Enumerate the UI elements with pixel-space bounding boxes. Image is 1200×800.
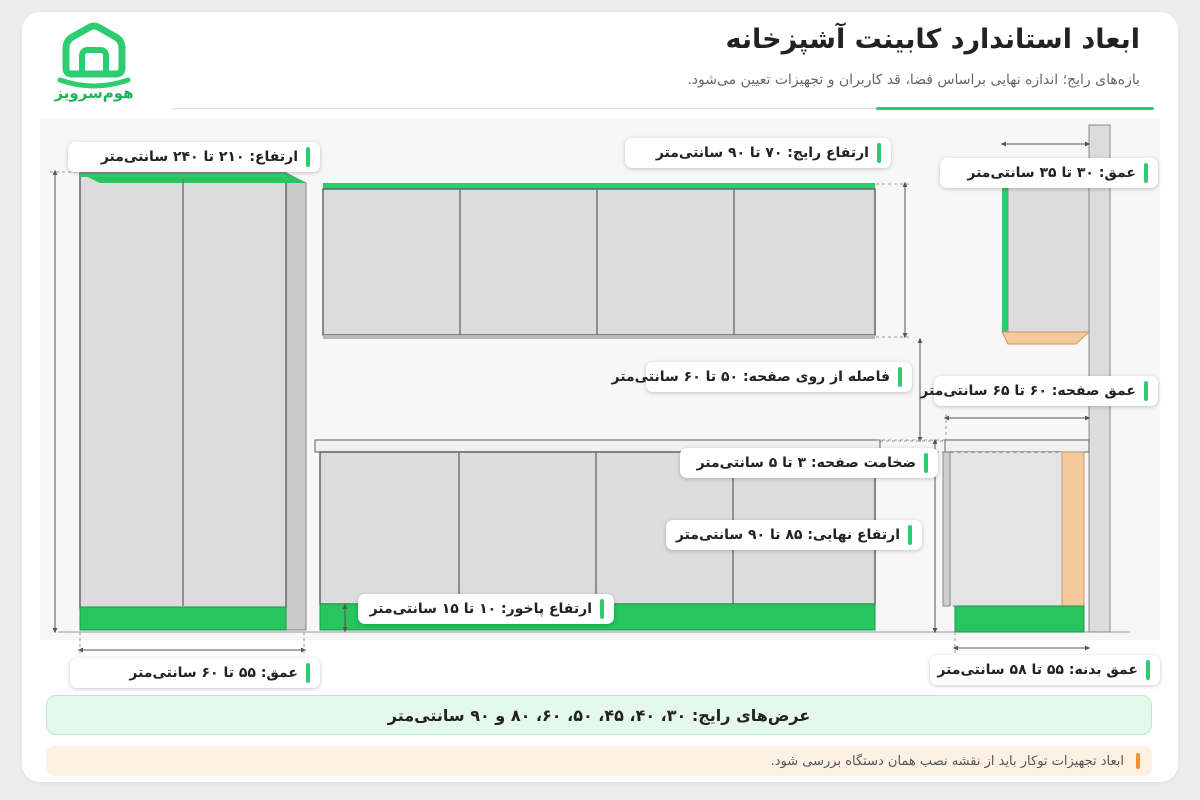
side-base-body xyxy=(950,452,1062,606)
body-depth-label: عمق بدنه: ۵۵ تا ۵۸ سانتی‌متر xyxy=(930,655,1160,685)
upper-cabinets-body xyxy=(323,189,875,335)
label-accent-bar xyxy=(898,367,902,387)
label-accent-bar xyxy=(1144,163,1148,183)
side-plinth xyxy=(955,606,1084,632)
side-base-door xyxy=(943,452,950,606)
label-accent-bar xyxy=(1146,660,1150,680)
tall-depth-label: عمق: ۵۵ تا ۶۰ سانتی‌متر xyxy=(70,658,320,688)
page-subtitle: بازه‌های رایج؛ اندازه نهایی براساس فضا، قد کاربران و تجهیزات تعیین می‌شود. xyxy=(687,72,1140,88)
brand-name: هوم‌سرویز xyxy=(54,84,134,102)
installation-note xyxy=(46,746,1152,776)
final-height-label: ارتفاع نهایی: ۸۵ تا ۹۰ سانتی‌متر xyxy=(666,520,922,550)
common-widths-banner: عرض‌های رایج: ۳۰، ۴۰، ۴۵، ۵۰، ۶۰، ۸۰ و ۹۰ سانتی‌متر xyxy=(46,695,1152,735)
plinth-height-label: ارتفاع پاخور: ۱۰ تا ۱۵ سانتی‌متر xyxy=(358,594,614,624)
tall-height-label: ارتفاع: ۲۱۰ تا ۲۴۰ سانتی‌متر xyxy=(68,142,320,172)
upper-cabinets-top xyxy=(323,183,875,189)
note-accent-bar xyxy=(1136,753,1140,769)
upper-side-bottom xyxy=(1002,332,1089,344)
upper-cabinets xyxy=(323,183,875,339)
counter-depth-label: عمق صفحه: ۶۰ تا ۶۵ سانتی‌متر xyxy=(934,376,1158,406)
upper-side-body xyxy=(1008,185,1089,332)
side-countertop xyxy=(945,440,1089,452)
tall-cabinet-side xyxy=(286,173,306,630)
label-accent-bar xyxy=(600,599,604,619)
upper-side-front xyxy=(1002,185,1008,332)
gap-from-counter-label: فاصله از روی صفحه: ۵۰ تا ۶۰ سانتی‌متر xyxy=(646,362,912,392)
page-title: ابعاد استاندارد کابینت آشپزخانه xyxy=(725,24,1140,55)
upper-depth-label: عمق: ۳۰ تا ۳۵ سانتی‌متر xyxy=(940,158,1158,188)
label-accent-bar xyxy=(306,147,310,167)
label-accent-bar xyxy=(908,525,912,545)
counter-thickness-label: ضخامت صفحه: ۳ تا ۵ سانتی‌متر xyxy=(680,448,938,478)
tall-cabinet xyxy=(80,173,306,630)
tall-cabinet-plinth xyxy=(80,607,286,630)
upper-height-label: ارتفاع رایج: ۷۰ تا ۹۰ سانتی‌متر xyxy=(625,138,891,168)
label-accent-bar xyxy=(877,143,881,163)
label-accent-bar xyxy=(306,663,310,683)
label-accent-bar xyxy=(1144,381,1148,401)
side-base-back xyxy=(1062,452,1084,606)
note-text: ابعاد تجهیزات توکار باید از نقشه نصب همان دستگاه بررسی شود. xyxy=(770,753,1124,769)
label-accent-bar xyxy=(924,453,928,473)
